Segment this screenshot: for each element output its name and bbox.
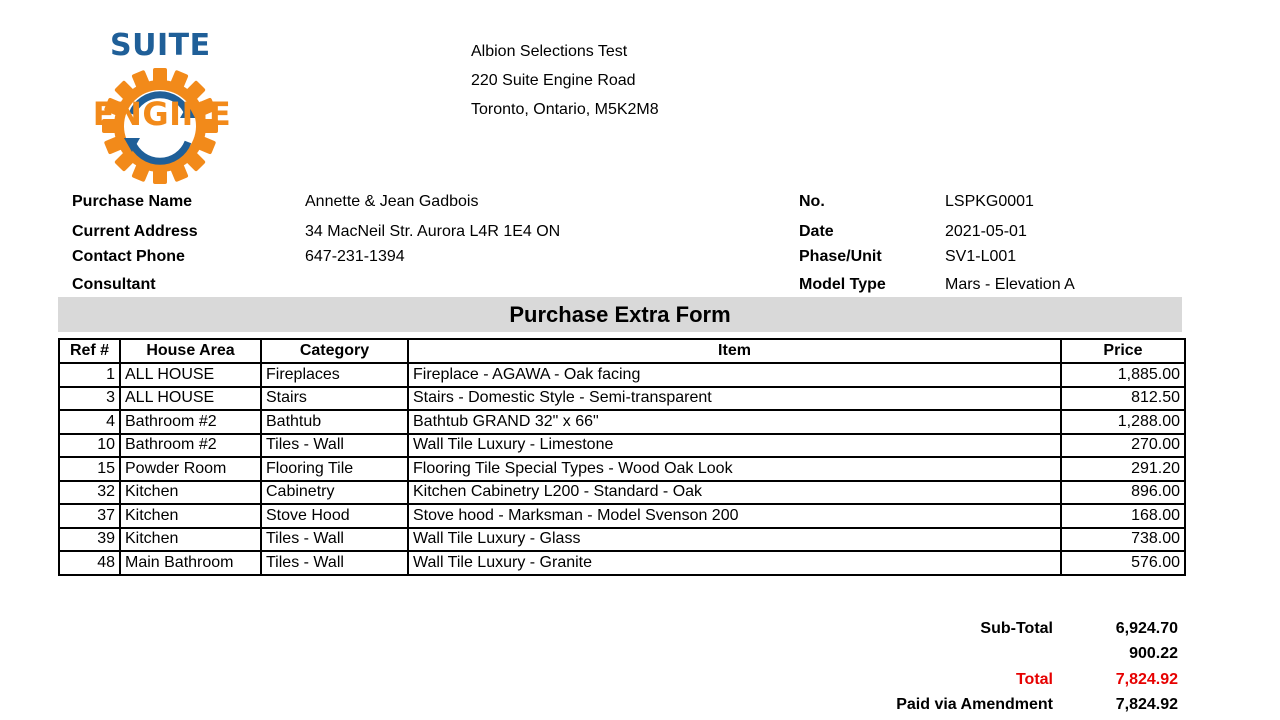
contact-phone-label: Contact Phone bbox=[72, 248, 185, 265]
header-category: Category bbox=[261, 339, 408, 363]
company-logo bbox=[92, 28, 232, 168]
number-value: LSPKG0001 bbox=[945, 193, 1034, 210]
cell-price: 812.50 bbox=[1061, 387, 1185, 411]
cell-item: Wall Tile Luxury - Granite bbox=[408, 551, 1061, 575]
table-row bbox=[59, 481, 1185, 505]
cell-ref: 39 bbox=[59, 528, 120, 552]
header-item: Item bbox=[408, 339, 1061, 363]
cell-category: Tiles - Wall bbox=[261, 434, 408, 458]
subtotal-value: 6,924.70 bbox=[1115, 620, 1178, 637]
logo-text-engine: ENGINE bbox=[92, 95, 232, 133]
cell-category: Fireplaces bbox=[261, 363, 408, 387]
cell-house-area: Bathroom #2 bbox=[120, 410, 261, 434]
model-type-value: Mars - Elevation A bbox=[945, 276, 1075, 293]
consultant-label: Consultant bbox=[72, 276, 156, 293]
cell-price: 291.20 bbox=[1061, 457, 1185, 481]
total-label: Total bbox=[1015, 671, 1053, 688]
company-name: Albion Selections Test bbox=[471, 43, 628, 60]
model-type-label: Model Type bbox=[799, 276, 886, 293]
cell-house-area: ALL HOUSE bbox=[120, 387, 261, 411]
number-label: No. bbox=[799, 193, 825, 210]
header-ref: Ref # bbox=[59, 339, 120, 363]
cell-house-area: Kitchen bbox=[120, 481, 261, 505]
cell-category: Bathtub bbox=[261, 410, 408, 434]
date-value: 2021-05-01 bbox=[945, 223, 1027, 240]
cell-ref: 32 bbox=[59, 481, 120, 505]
phase-unit-value: SV1-L001 bbox=[945, 248, 1017, 265]
contact-phone-value: 647-231-1394 bbox=[305, 248, 405, 265]
paid-via-amendment-value: 7,824.92 bbox=[1115, 696, 1178, 713]
table-row bbox=[59, 387, 1185, 411]
header-price: Price bbox=[1061, 339, 1185, 363]
cell-house-area: Bathroom #2 bbox=[120, 434, 261, 458]
cell-ref: 10 bbox=[59, 434, 120, 458]
cell-house-area: Kitchen bbox=[120, 528, 261, 552]
cell-category: Tiles - Wall bbox=[261, 528, 408, 552]
cell-price: 168.00 bbox=[1061, 504, 1185, 528]
cell-price: 270.00 bbox=[1061, 434, 1185, 458]
cell-item: Flooring Tile Special Types - Wood Oak Look bbox=[408, 457, 1061, 481]
cell-ref: 37 bbox=[59, 504, 120, 528]
cell-item: Stove hood - Marksman - Model Svenson 200 bbox=[408, 504, 1061, 528]
cell-house-area: Kitchen bbox=[120, 504, 261, 528]
cell-price: 1,885.00 bbox=[1061, 363, 1185, 387]
table-row bbox=[59, 410, 1185, 434]
cell-category: Stairs bbox=[261, 387, 408, 411]
cell-item: Fireplace - AGAWA - Oak facing bbox=[408, 363, 1061, 387]
cell-category: Stove Hood bbox=[261, 504, 408, 528]
table-row bbox=[59, 363, 1185, 387]
cell-house-area: Main Bathroom bbox=[120, 551, 261, 575]
table-header-row bbox=[59, 339, 1185, 363]
table-row bbox=[59, 551, 1185, 575]
cell-item: Kitchen Cabinetry L200 - Standard - Oak bbox=[408, 481, 1061, 505]
items-table bbox=[58, 338, 1186, 576]
cell-item: Wall Tile Luxury - Glass bbox=[408, 528, 1061, 552]
cell-item: Wall Tile Luxury - Limestone bbox=[408, 434, 1061, 458]
table-row bbox=[59, 528, 1185, 552]
purchase-name-label: Purchase Name bbox=[72, 193, 193, 210]
cell-category: Tiles - Wall bbox=[261, 551, 408, 575]
current-address-label: Current Address bbox=[72, 223, 198, 240]
cell-ref: 1 bbox=[59, 363, 120, 387]
cell-ref: 15 bbox=[59, 457, 120, 481]
table-row bbox=[59, 434, 1185, 458]
company-address bbox=[471, 37, 659, 124]
form-title: Purchase Extra Form bbox=[58, 297, 1182, 332]
logo-text-suite: SUITE bbox=[110, 28, 211, 63]
cell-ref: 4 bbox=[59, 410, 120, 434]
cell-item: Bathtub GRAND 32" x 66" bbox=[408, 410, 1061, 434]
cell-price: 576.00 bbox=[1061, 551, 1185, 575]
purchase-name-value: Annette & Jean Gadbois bbox=[305, 193, 479, 210]
subtotal-label: Sub-Total bbox=[980, 620, 1053, 637]
tax-value: 900.22 bbox=[1129, 645, 1178, 662]
cell-category: Cabinetry bbox=[261, 481, 408, 505]
cell-price: 1,288.00 bbox=[1061, 410, 1185, 434]
cell-house-area: ALL HOUSE bbox=[120, 363, 261, 387]
company-street: 220 Suite Engine Road bbox=[471, 72, 636, 89]
current-address-value: 34 MacNeil Str. Aurora L4R 1E4 ON bbox=[305, 223, 561, 240]
company-city: Toronto, Ontario, M5K2M8 bbox=[471, 101, 659, 118]
cell-ref: 48 bbox=[59, 551, 120, 575]
phase-unit-label: Phase/Unit bbox=[799, 248, 882, 265]
cell-ref: 3 bbox=[59, 387, 120, 411]
cell-price: 896.00 bbox=[1061, 481, 1185, 505]
date-label: Date bbox=[799, 223, 834, 240]
table-row bbox=[59, 457, 1185, 481]
header-house-area: House Area bbox=[120, 339, 261, 363]
table-row bbox=[59, 504, 1185, 528]
total-value: 7,824.92 bbox=[1115, 671, 1178, 688]
paid-via-amendment-label: Paid via Amendment bbox=[896, 696, 1053, 713]
cell-house-area: Powder Room bbox=[120, 457, 261, 481]
cell-category: Flooring Tile bbox=[261, 457, 408, 481]
cell-item: Stairs - Domestic Style - Semi-transparent bbox=[408, 387, 1061, 411]
cell-price: 738.00 bbox=[1061, 528, 1185, 552]
